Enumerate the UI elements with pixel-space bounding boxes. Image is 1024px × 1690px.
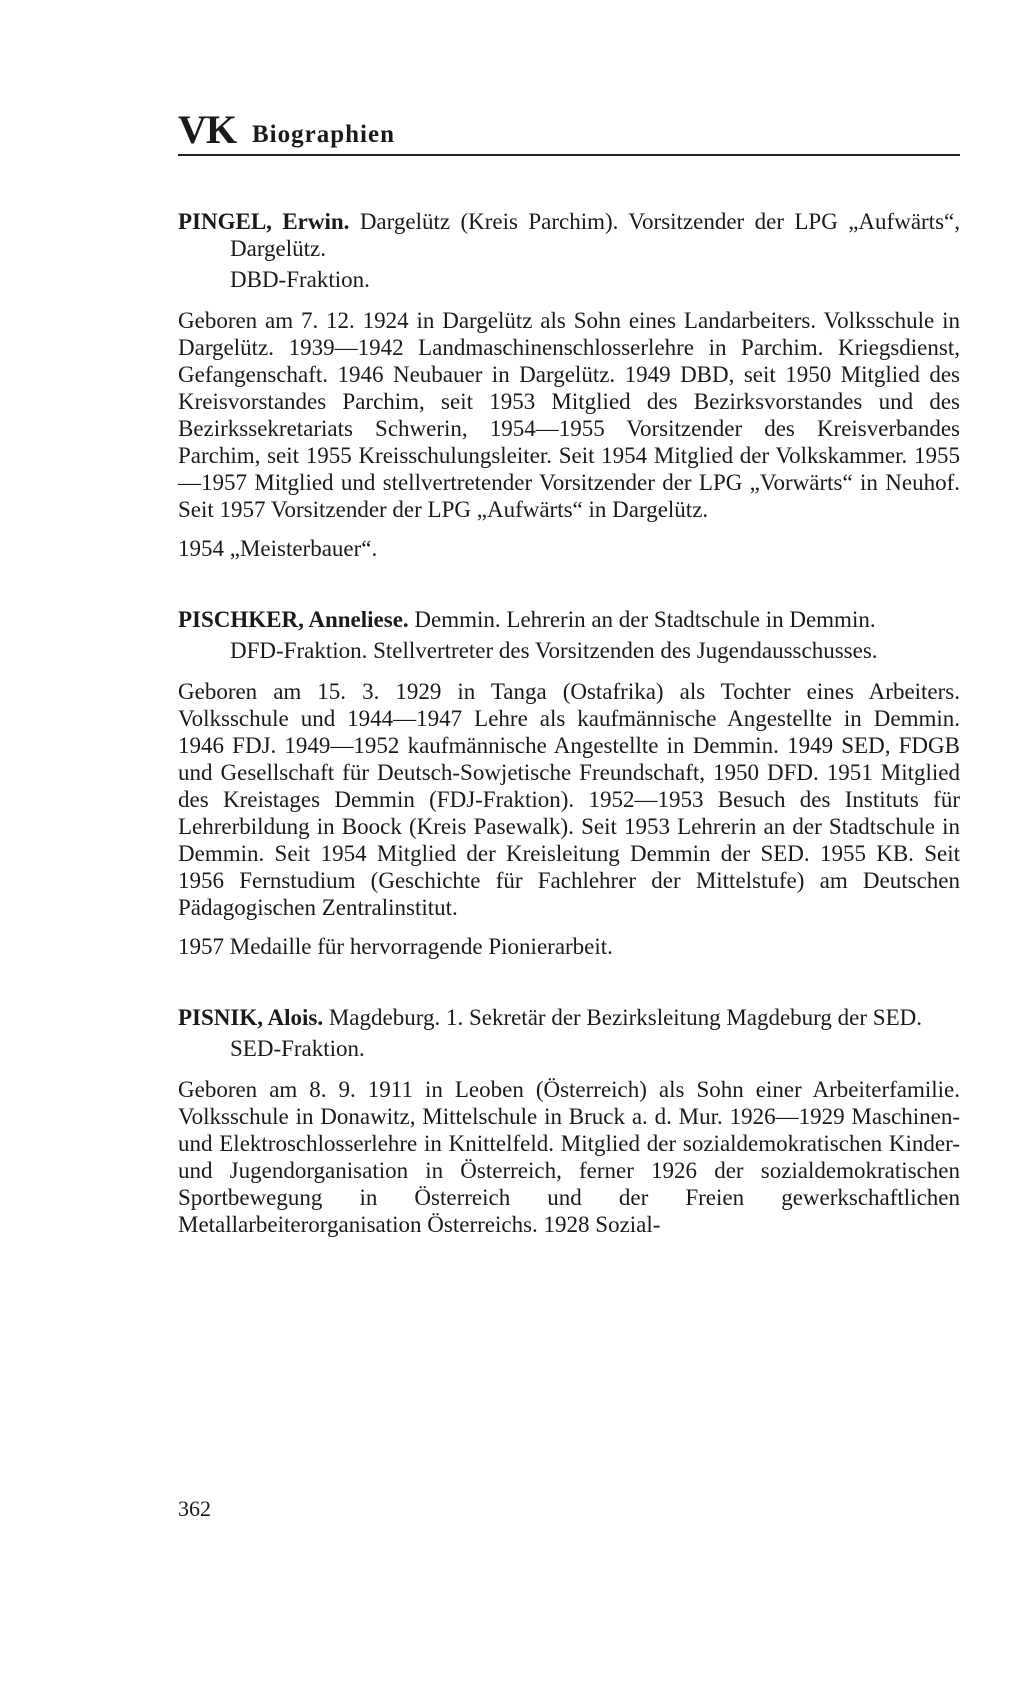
- entry-biography: Geboren am 8. 9. 1911 in Leoben (Österreich) als Sohn einer Arbeiterfamilie. Volksschule in Donawitz, Mittelschule in Bruck a. d. Mur. 1926—1929 Maschinen- und Elektroschlosserlehre in Knittelfeld. Mitglied der sozialdemokratischen Kinder- und Jugendorganisation in Österreich, ferner 1926 der sozialdemokratischen Sportbewegung in Österreich und der Freien gewerkschaftlichen Metallarbeiterorganisation Österreichs. 1928 Sozial-: [178, 1077, 960, 1237]
- entry-heading: [178, 208, 960, 262]
- entry-biography: Geboren am 15. 3. 1929 in Tanga (Ostafrika) als Tochter eines Arbeiters. Volksschule und 1944—1947 Lehre als kaufmännische Angestellte in Demmin. 1946 FDJ. 1949—1952 kaufmännische Angestellte in Demmin. 1949 SED, FDGB und Gesellschaft für Deutsch-Sowjetische Freundschaft, 1950 DFD. 1951 Mitglied des Kreistages Demmin (FDJ-Fraktion). 1952—1953 Besuch des Instituts für Lehrerbildung in Boock (Kreis Pasewalk). Seit 1953 Lehrerin an der Stadtschule in Demmin. Seit 1954 Mitglied der Kreisleitung Demmin der SED. 1955 KB. Seit 1956 Fernstudium (Geschichte für Fachlehrer der Mittelstufe) am Deutschen Pädagogischen Zentralinstitut.: [178, 679, 960, 920]
- biography-list: [178, 208, 960, 1238]
- entry-name: PISCHKER, Anneliese.: [178, 607, 409, 632]
- running-header: [178, 108, 960, 156]
- page-number: 362: [178, 1496, 211, 1521]
- entry-faction: DBD-Fraktion.: [230, 267, 370, 292]
- entry-name: PISNIK, Alois.: [178, 1005, 324, 1030]
- entry-name: PINGEL, Erwin.: [178, 209, 350, 234]
- entry-heading-text: Dargelütz (Kreis Parchim). Vorsitzender der LPG „Aufwärts“, Dargelütz.: [230, 209, 960, 261]
- entry-award: 1954 „Meisterbauer“.: [178, 536, 378, 561]
- page-content: [178, 108, 960, 1282]
- biography-entry: [178, 606, 960, 960]
- entry-heading-text: Demmin. Lehrerin an der Stadtschule in Demmin.: [408, 607, 876, 632]
- vk-logo: VK: [178, 107, 236, 152]
- entry-heading: [178, 1004, 960, 1031]
- entry-faction: SED-Fraktion.: [230, 1036, 365, 1061]
- biography-entry: [178, 1004, 960, 1238]
- entry-award: 1957 Medaille für hervorragende Pionierarbeit.: [178, 934, 613, 959]
- entry-faction: DFD-Fraktion. Stellvertreter des Vorsitzenden des Jugendausschusses.: [230, 638, 878, 663]
- biography-entry: [178, 208, 960, 562]
- entry-heading-text: Magdeburg. 1. Sekretär der Bezirksleitung Magdeburg der SED.: [323, 1005, 922, 1030]
- entry-biography: Geboren am 7. 12. 1924 in Dargelütz als Sohn eines Landarbeiters. Volksschule in Dargelütz. 1939—1942 Landmaschinenschlosserlehre in Parchim. Kriegsdienst, Gefangenschaft. 1946 Neubauer in Dargelütz. 1949 DBD, seit 1950 Mitglied des Kreisvorstandes Parchim, seit 1953 Mitglied des Bezirksvorstandes und des Bezirkssekretariats Schwerin, 1954—1955 Vorsitzender des Kreisverbandes Parchim, seit 1955 Kreisschulungsleiter. Seit 1954 Mitglied der Volkskammer. 1955—1957 Mitglied und stellvertretender Vorsitzender der LPG „Vorwärts“ in Neuhof. Seit 1957 Vorsitzender der LPG „Aufwärts“ in Dargelütz.: [178, 308, 960, 522]
- entry-heading: [178, 606, 960, 633]
- section-title: Biographien: [252, 121, 395, 148]
